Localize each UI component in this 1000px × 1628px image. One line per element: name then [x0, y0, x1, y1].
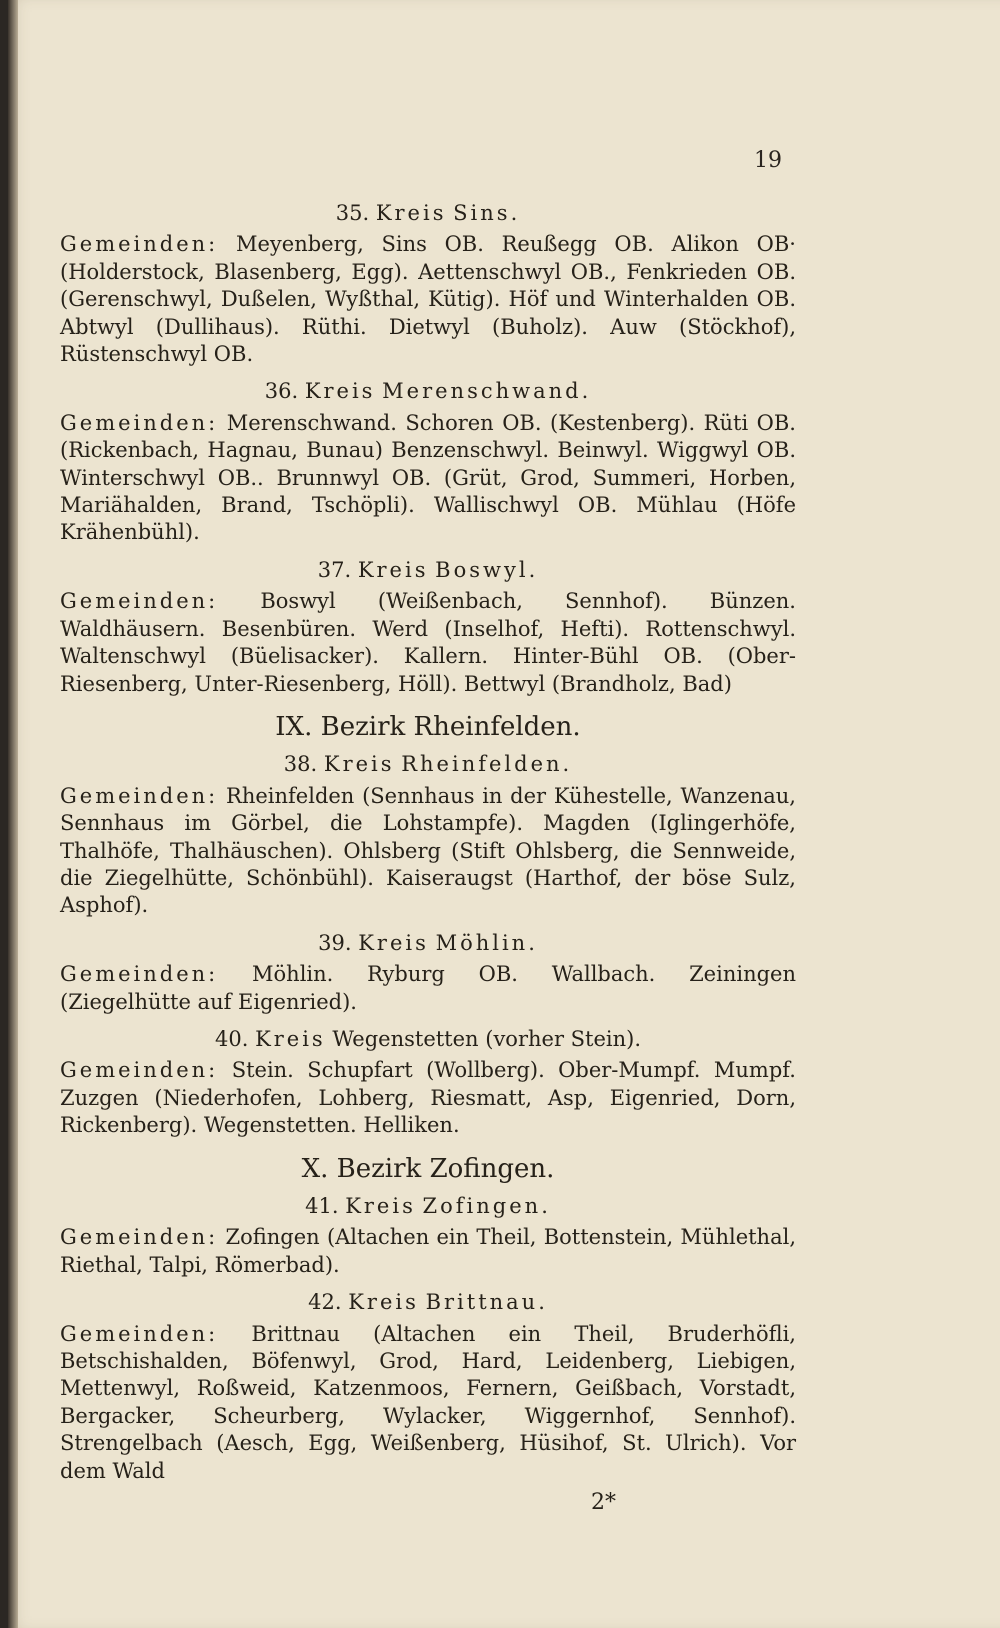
- heading-name: Boswyl.: [435, 557, 539, 582]
- kreis-heading: [60, 930, 796, 957]
- gemeinden-paragraph: [60, 1057, 796, 1139]
- gemeinden-label: Gemeinden:: [60, 1225, 219, 1250]
- heading-number: 42.: [308, 1290, 342, 1315]
- heading-word: Kreis: [348, 1290, 419, 1315]
- gemeinden-text: Stein. Schupfart (Wollberg). Ober-Mumpf. Mumpf. Zuzgen (Niederhofen, Lohberg, Riesmatt, Asp, Eigenried, Dorn, Rickenberg). Wegenstetten. Helliken.: [60, 1058, 796, 1138]
- heading-word: Kreis: [357, 557, 429, 582]
- heading-word: Kreis: [304, 379, 376, 404]
- kreis-heading: [60, 378, 796, 405]
- page-text: [60, 190, 796, 1516]
- gemeinden-label: Gemeinden:: [60, 410, 219, 435]
- heading-number: 40.: [214, 1026, 249, 1051]
- gemeinden-label: Gemeinden:: [60, 232, 219, 257]
- gemeinden-paragraph: [60, 961, 796, 1016]
- heading-number: 35.: [335, 201, 370, 225]
- gemeinden-paragraph: [60, 410, 796, 547]
- kreis-heading: [60, 557, 796, 584]
- bezirk-heading: IX. Bezirk Rheinfelden.: [275, 711, 581, 742]
- heading-number: 37.: [317, 557, 352, 582]
- gemeinden-paragraph: [60, 231, 796, 368]
- gemeinden-text: Möhlin. Ryburg OB. Wallbach. Zeiningen (Ziegelhütte auf Eigenried).: [60, 962, 796, 1014]
- gemeinden-label: Gemeinden:: [60, 1058, 219, 1083]
- gemeinden-text: Zofingen (Altachen ein Theil, Bottenstein, Mühlethal, Riethal, Talpi, Römerbad).: [60, 1225, 796, 1277]
- heading-number: 36.: [264, 379, 299, 404]
- gemeinden-text: Meyenberg, Sins OB. Reußegg OB. Alikon OB· (Holderstock, Blasenberg, Egg). Aettenschwyl OB., Fenkrieden OB. (Gerenschwyl, Dußelen, Wyßthal, Kütig). Höf und Winterhalden OB. Abtwyl (Dullihaus). Rüthi. Dietwyl (Buholz). Auw (Stöckhof), Rüstenschwyl OB.: [60, 232, 796, 367]
- book-page: [8, 0, 1000, 1628]
- bezirk-heading: X. Bezirk Zofingen.: [301, 1153, 555, 1184]
- kreis-heading: [60, 1193, 796, 1220]
- heading-name: Rheinfelden.: [401, 752, 573, 777]
- heading-word: Kreis: [255, 1026, 326, 1051]
- book-spine: [8, 0, 18, 1628]
- gemeinden-paragraph: [60, 783, 796, 920]
- gemeinden-label: Gemeinden:: [60, 783, 219, 808]
- gemeinden-paragraph: [60, 1321, 796, 1485]
- page-number: 19: [754, 148, 782, 173]
- kreis-heading: [60, 200, 796, 227]
- gemeinden-text: Merenschwand. Schoren OB. (Kestenberg). Rüti OB. (Rickenbach, Hagnau, Bunau) Benzenschwyl. Beinwyl. Wiggwyl OB. Winterschwyl OB.. Brunnwyl OB. (Grüt, Grod, Summeri, Horben, Mariähalden, Brand, Tschöpli). Wallischwyl OB. Mühlau (Höfe Krähenbühl).: [60, 410, 796, 545]
- heading-word: Kreis: [323, 752, 395, 777]
- heading-number: 38.: [283, 752, 318, 777]
- gemeinden-text: Boswyl (Weißenbach, Sennhof). Bünzen. Waldhäusern. Besenbüren. Werd (Inselhof, Hefti). Rottenschwyl. Waltenschwyl (Büelisacker). Kallern. Hinter-Bühl OB. (Ober-Riesenberg, Unter-Riesenberg, Höll). Bettwyl (Brandholz, Bad): [60, 589, 796, 696]
- heading-name: Sins.: [453, 201, 521, 225]
- heading-name: Merenschwand.: [382, 379, 592, 404]
- heading-word: Kreis: [375, 201, 447, 225]
- kreis-heading: [60, 1289, 796, 1316]
- heading-number: 41.: [305, 1194, 339, 1218]
- gemeinden-label: Gemeinden:: [60, 589, 219, 614]
- heading-name: Zofingen.: [422, 1194, 551, 1218]
- heading-word: Kreis: [358, 930, 429, 955]
- gemeinden-paragraph: [60, 588, 796, 698]
- kreis-heading: [60, 751, 796, 778]
- gemeinden-label: Gemeinden:: [60, 962, 219, 987]
- heading-number: 39.: [318, 930, 352, 955]
- kreis-heading: [60, 1026, 796, 1053]
- signature-mark: 2*: [591, 1490, 616, 1516]
- heading-word: Kreis: [345, 1194, 416, 1218]
- gemeinden-paragraph: [60, 1224, 796, 1279]
- heading-name: Brittnau.: [425, 1290, 548, 1315]
- heading-name: Möhlin.: [435, 930, 538, 955]
- gemeinden-text: Brittnau (Altachen ein Theil, Bruderhöfli, Betschishalden, Böfenwyl, Grod, Hard, Leidenberg, Liebigen, Mettenwyl, Roßweid, Katzenmoos, Fernern, Geißbach, Vorstadt, Bergacker, Scheurberg, Wylacker, Wiggernhof, Sennhof). Strengelbach (Aesch, Egg, Weißenberg, Hüsihof, St. Ulrich). Vor dem Wald: [60, 1321, 796, 1483]
- heading-name: Wegenstetten (vorher Stein).: [332, 1026, 642, 1051]
- gemeinden-label: Gemeinden:: [60, 1321, 219, 1346]
- gemeinden-text: Rheinfelden (Sennhaus in der Kühestelle, Wanzenau, Sennhaus im Görbel, die Lohstampfe). Magden (Iglingerhöfe, Thalhöfe, Thalhäuschen). Ohlsberg (Stift Ohlsberg, die Sennweide, die Ziegelhütte, Schönbühl). Kaiseraugst (Harthof, der böse Sulz, Asphof).: [60, 783, 796, 918]
